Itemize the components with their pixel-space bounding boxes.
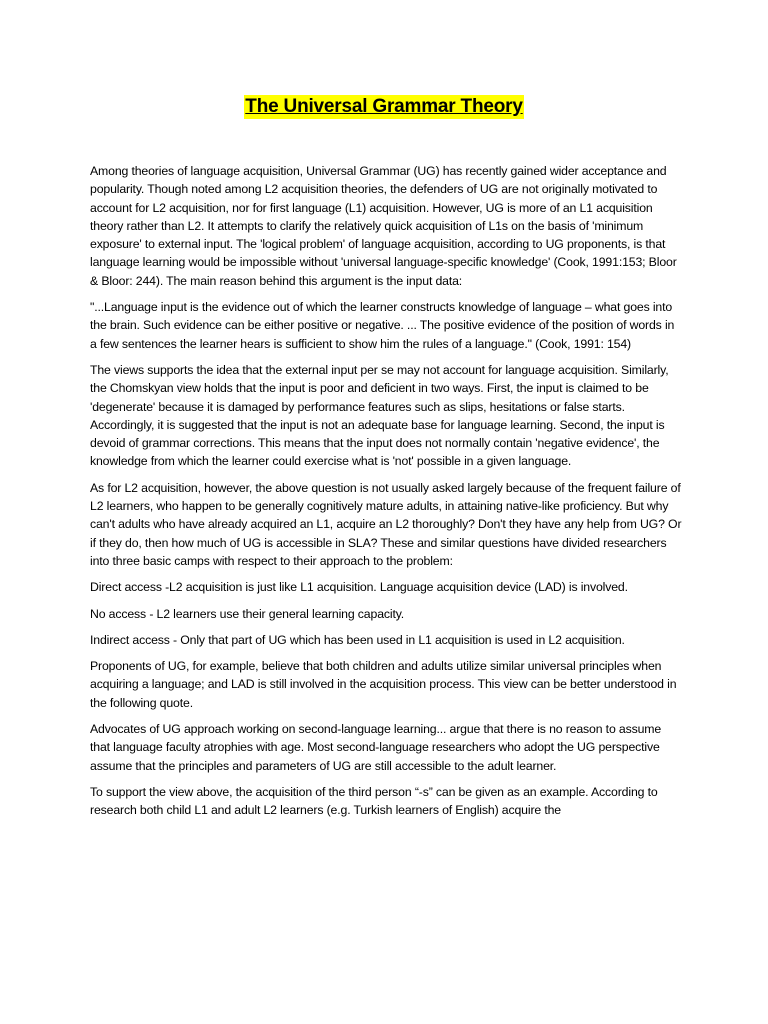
paragraph-views: The views supports the idea that the external input per se may not account for language acquisition. Similarly, the Chomskyan view holds that the input is poor and deficient in two ways. First, the input is claimed to be 'degenerate' because it is damaged by performance features such as slips, hesitations or false starts. Accordingly, it is suggested that the input is not an adequate base for language learning. Second, the input is devoid of grammar corrections. This means that the input does not normally contain 'negative evidence', the knowledge from which the learner could exercise what is 'not' possible in a given language. (90, 362, 669, 469)
paragraph-direct-access: Direct access -L2 acquisition is just like L1 acquisition. Language acquisition device (LAD) is involved. (90, 580, 628, 595)
title-container (0, 95, 768, 119)
paragraph-intro: Among theories of language acquisition, Universal Grammar (UG) has recently gained wider acceptance and popularity. Though noted among L2 acquisition theories, the defenders of UG are not originally motivated to account for L2 acquisition, nor for first language (L1) acquisition. However, UG is more of an L1 acquisition theory rather than L2. It attempts to clarify the relatively quick acquisition of L1s on the basis of 'minimum exposure' to external input. The 'logical problem' of language acquisition, according to UG proponents, is that language learning would be impossible without 'universal language-specific knowledge' (Cook, 1991:153; Bloor & Bloor: 244). The main reason behind this argument is the input data: (90, 164, 677, 288)
paragraph-indirect-access: Indirect access - Only that part of UG which has been used in L1 acquisition is used in L2 acquisition. (90, 632, 625, 647)
paragraph-l2-acquisition: As for L2 acquisition, however, the above question is not usually asked largely because of the frequent failure of L2 learners, who happen to be generally cognitively mature adults, in attaining native-like proficiency. But why can't adults who have already acquired an L1, acquire an L2 thoroughly? Don't they have any help from UG? Or if they do, then how much of UG is accessible in SLA? These and similar questions have divided researchers into three basic camps with respect to their approach to the problem: (90, 480, 682, 568)
page-title: The Universal Grammar Theory (245, 96, 523, 117)
paragraph-quote-cook: "...Language input is the evidence out of which the learner constructs knowledge of language – what goes into the brain. Such evidence can be either positive or negative. ... The positive evidence of the position of words in a few sentences the learner hears is sufficient to show him the rules of a language." (Cook, 1991: 154) (90, 300, 675, 351)
paragraph-third-person: To support the view above, the acquisition of the third person “-s” can be given as an example. According to research both child L1 and adult L2 learners (e.g. Turkish learners of English) acquire the (90, 784, 658, 818)
paragraph-no-access: No access - L2 learners use their general learning capacity. (90, 606, 405, 621)
document-body (90, 162, 682, 828)
paragraph-proponents: Proponents of UG, for example, believe that both children and adults utilize similar universal principles when acquiring a language; and LAD is still involved in the acquisition process. This view can be better understood in the following quote. (90, 659, 677, 710)
paragraph-advocates: Advocates of UG approach working on second-language learning... argue that there is no reason to assume that language faculty atrophies with age. Most second-language researchers who adopt the UG perspective assume that the principles and parameters of UG are still accessible to the adult learner. (90, 722, 662, 773)
